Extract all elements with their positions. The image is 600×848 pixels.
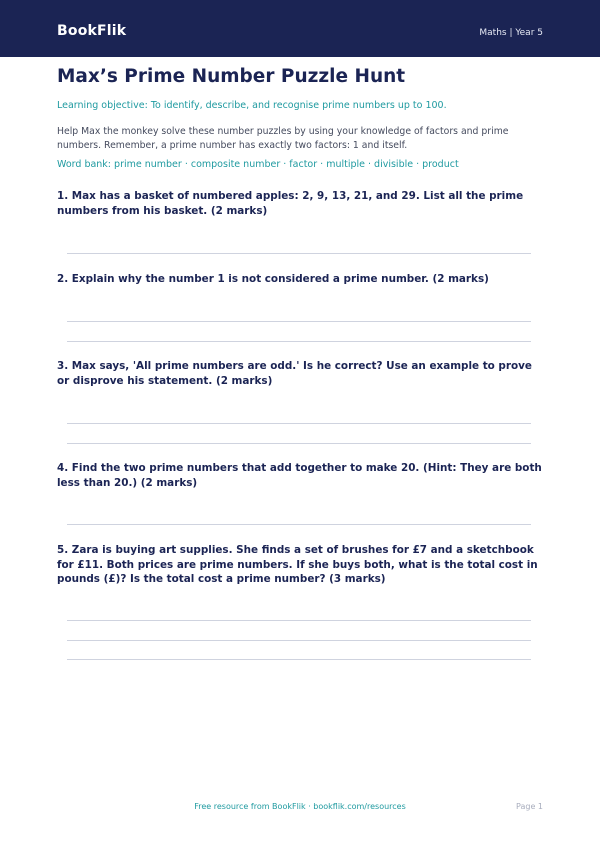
- footer-credit: Free resource from BookFlik · bookflik.com/resources: [194, 802, 406, 811]
- brand-logo: BookFlik: [57, 23, 127, 39]
- answer-line[interactable]: [67, 524, 531, 525]
- question-1: 1. Max has a basket of numbered apples: 2, 9, 13, 21, and 29. List all the prime numbers from his basket. (2 marks): [57, 190, 524, 217]
- answer-line[interactable]: [67, 620, 531, 621]
- answer-line[interactable]: [67, 341, 531, 342]
- question-3: 3. Max says, 'All prime numbers are odd.' Is he correct? Use an example to prove or disprove his statement. (2 marks): [57, 360, 532, 387]
- learning-objective: Learning objective: To identify, describe, and recognise prime numbers up to 100.: [57, 100, 447, 111]
- answer-line[interactable]: [67, 443, 531, 444]
- answer-line[interactable]: [67, 659, 531, 660]
- page-number: Page 1: [516, 802, 543, 811]
- question-2: 2. Explain why the number 1 is not considered a prime number. (2 marks): [57, 273, 489, 285]
- question-5: 5. Zara is buying art supplies. She finds a set of brushes for £7 and a sketchbook for £11. Both prices are prime numbers. If she buys both, what is the total cost in pounds (£)? Is the total cost a prime number? (3 marks): [57, 544, 538, 585]
- answer-line[interactable]: [67, 423, 531, 424]
- page-header: [0, 0, 600, 57]
- intro-text: Help Max the monkey solve these number puzzles by using your knowledge of factors and prime numbers. Remember, a prime number has exactly two factors: 1 and itself.: [57, 126, 509, 151]
- answer-line[interactable]: [67, 640, 531, 641]
- question-4: 4. Find the two prime numbers that add together to make 20. (Hint: They are both less than 20.) (2 marks): [57, 462, 542, 489]
- subject-year-label: Maths | Year 5: [479, 28, 543, 38]
- answer-line[interactable]: [67, 321, 531, 322]
- word-bank: Word bank: prime number · composite number · factor · multiple · divisible · product: [57, 159, 459, 170]
- answer-line[interactable]: [67, 253, 531, 254]
- worksheet-title: Max’s Prime Number Puzzle Hunt: [57, 66, 406, 87]
